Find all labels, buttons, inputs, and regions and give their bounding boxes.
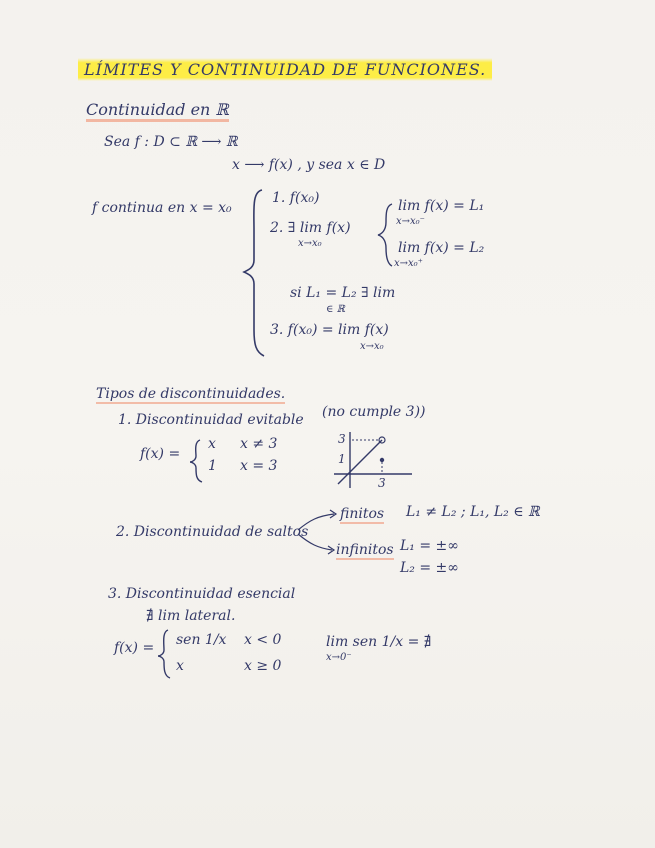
jump-infinite-condition-1: L₁ = ±∞ (400, 538, 459, 554)
f1-case1-cond: x ≠ 3 (240, 436, 278, 452)
condition-3: 3. f(x₀) = lim f(x) (270, 322, 389, 338)
section-heading-continuity: Continuidad en ℝ (86, 100, 229, 122)
discontinuity-2-label: 2. Discontinuidad de saltos (116, 524, 309, 540)
section-heading-discontinuities: Tipos de discontinuidades. (96, 386, 286, 402)
condition-2-subscript: x→x₀ (298, 238, 322, 249)
f3-case2-expr: x (176, 658, 184, 674)
f3-case1-cond: x < 0 (244, 632, 282, 648)
sea-line-2: x ⟶ f(x) , y sea x ∈ D (232, 157, 386, 173)
f3-case2-cond: x ≥ 0 (244, 658, 282, 674)
si-subscript: ∈ ℝ (326, 304, 345, 315)
jump-finite: finitos (340, 506, 385, 522)
f3-case1-expr: sen 1/x (176, 632, 227, 648)
discontinuity-1-note: (no cumple 3)) (322, 404, 426, 420)
essential-limit-subscript: x→0⁻ (326, 652, 352, 663)
f1-case2-cond: x = 3 (240, 458, 278, 474)
discontinuity-3-sub: ∄ lim lateral. (146, 608, 236, 624)
condition-1: 1. f(x₀) (272, 190, 320, 206)
essential-limit: lim sen 1/x = ∄ (326, 634, 432, 650)
si-equal-limits: si L₁ = L₂ ∃ lim (290, 285, 396, 301)
jump-infinite-condition-2: L₂ = ±∞ (400, 560, 459, 576)
right-limit-subscript: x→x₀⁺ (394, 258, 423, 269)
continua-label: f continua en x = x₀ (92, 200, 232, 216)
jump-finite-condition: L₁ ≠ L₂ ; L₁, L₂ ∈ ℝ (406, 504, 540, 520)
right-limit: lim f(x) = L₂ (398, 240, 485, 256)
discontinuity-1-label: 1. Discontinuidad evitable (118, 412, 304, 428)
page-title: LÍMITES Y CONTINUIDAD DE FUNCIONES. (78, 58, 492, 81)
condition-2: 2. ∃ lim f(x) (270, 220, 351, 236)
discontinuity-3-label: 3. Discontinuidad esencial (108, 586, 296, 602)
f1-case1-expr: x (208, 436, 216, 452)
f1-case2-expr: 1 (208, 458, 217, 474)
graph-x-tick-3: 3 (378, 476, 386, 490)
sea-line-1: Sea f : D ⊂ ℝ ⟶ ℝ (104, 134, 238, 150)
f3-definition: f(x) = (114, 640, 155, 656)
f1-definition: f(x) = (140, 446, 181, 462)
graph-y-tick-3: 3 (338, 432, 346, 446)
graph-y-tick-1: 1 (338, 452, 346, 466)
left-limit: lim f(x) = L₁ (398, 198, 485, 214)
left-limit-subscript: x→x₀⁻ (396, 216, 425, 227)
jump-infinite: infinitos (336, 542, 394, 558)
condition-3-subscript: x→x₀ (360, 341, 384, 352)
